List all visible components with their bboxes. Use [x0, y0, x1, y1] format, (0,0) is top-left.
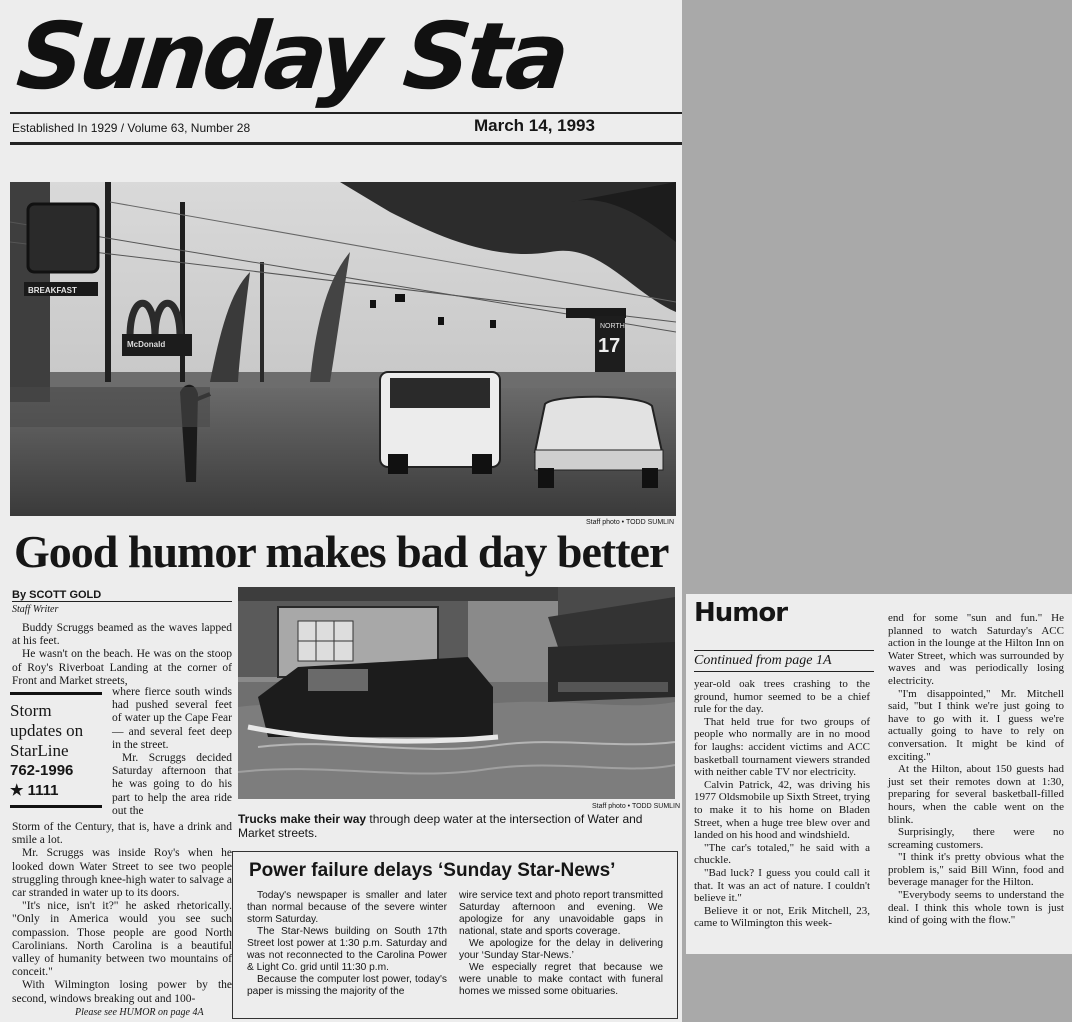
continuation-paragraph: Surprisingly, there were no screaming customers.: [888, 826, 1064, 851]
continuation-paragraph: "The car's totaled," he said with a chuckle.: [694, 841, 870, 867]
storm-street-photo: [10, 182, 676, 516]
continued-from-label: Continued from page 1A: [694, 650, 874, 672]
masthead-rule: [10, 112, 682, 114]
power-box-title: Power failure delays ‘Sunday Star-News’: [249, 860, 616, 881]
continuation-paragraph: year-old oak trees crashing to the ground, humor seemed to be a chief rule for the day.: [694, 678, 870, 716]
story-paragraph: Buddy Scruggs beamed as the waves lapped at his feet.: [12, 622, 232, 648]
story-paragraph: Mr. Scruggs was inside Roy's when he looked down Water Street to see two people struggling through knee-high water to salvage a car stranded in water up to its doors.: [12, 847, 232, 900]
continuation-paragraph: "Everybody seems to understand the deal. I think this whole town is just kind of going with the flow.": [888, 889, 1064, 927]
route-sign-number: 17: [598, 335, 621, 357]
starline-sidebar: [10, 692, 102, 808]
sidebar-line-storm: Storm: [10, 701, 52, 720]
continuation-paragraph: end for some "sun and fun." He planned to watch Saturday's ACC action in the lounge at the Hilton Inn on Water Street, which was surrounded by waves and was periodically losing electricity.: [888, 612, 1064, 687]
sidebar-code: ★ 1111: [10, 782, 59, 799]
issue-date: March 14, 1993: [474, 116, 595, 135]
power-box-paragraph: We especially regret that because we were unable to make contact with funeral homes we missed some obituaries.: [459, 962, 663, 997]
story-paragraph: Storm of the Century, that is, have a drink and smile a lot.: [12, 821, 232, 847]
photo1-credit: Staff photo • TODD SUMLIN: [586, 519, 675, 526]
continuation-col1: [694, 678, 870, 930]
story-paragraph: With Wilmington losing power by the second, windows breaking out and 100-: [12, 979, 232, 1005]
continuation-paragraph: "Bad luck? I guess you could call it that. It was an act of nature. I couldn't believe it.": [694, 866, 870, 905]
continuation-paragraph: At the Hilton, about 150 guests had just set their remotes down at 1:30, preparing for several basketball-filled hours, when the cable went on the blink.: [888, 763, 1064, 826]
continuation-paragraph: "I think it's pretty obvious what the problem is," said Bill Winn, food and beverage manager for the Hilton.: [888, 851, 1064, 889]
sidebar-line-starline: StarLine: [10, 741, 69, 760]
byline-role: Staff Writer: [12, 604, 59, 615]
established-line: Established In 1929 / Volume 63, Number 28: [12, 121, 251, 135]
continuation-paragraph: Believe it or not, Erik Mitchell, 23, came to Wilmington this week-: [694, 904, 870, 930]
masthead-title: Sunday Sta: [12, 3, 571, 110]
power-box-col2: [459, 890, 663, 998]
photo2-caption: [238, 812, 674, 840]
flood-trucks-photo: [238, 587, 675, 799]
power-box-paragraph: We apologize for the delay in delivering your ‘Sunday Star-News.’: [459, 938, 663, 961]
power-failure-box: [232, 851, 678, 1019]
sidebar-phone: 762-1996: [10, 762, 74, 779]
caption-lead: Trucks make their way: [238, 812, 367, 826]
continuation-paragraph: Calvin Patrick, 42, was driving his 1977 Oldsmobile up Sixth Street, trying to make it to his home on Bladen Street, when a huge tree blew over and landed on his hood and windshield.: [694, 778, 870, 842]
story-lead: [12, 622, 232, 688]
power-box-paragraph: Because the computer lost power, today's paper is missing the majority of the: [247, 974, 447, 997]
main-headline: Good humor makes bad day better: [14, 526, 669, 577]
photo2-credit: Staff photo • TODD SUMLIN: [592, 803, 681, 810]
continuation-col2: [888, 612, 1064, 927]
continuation-paragraph: That held true for two groups of people who normally are in no mood for laughs: accident victims and ACC basketball tournament viewers stranded with neither cable TV nor electricity.: [694, 715, 870, 779]
sidebar-line-updates: updates on: [10, 721, 84, 740]
power-box-paragraph: wire service text and photo report transmitted Saturday afternoon and evening. We apologize for any unavoidable gaps in national, state and sports coverage.: [459, 890, 663, 937]
story-paragraph: "It's nice, isn't it?" he asked rhetorically. "Only in America would you see such compassion. Those people are good North Carolinians. North Carolina is a beautiful valley of humanity between two mountains of conceit.": [12, 900, 232, 979]
masthead-bottom-rule: [10, 142, 682, 145]
power-box-paragraph: The Star-News building on South 17th Street lost power at 1:30 p.m. Saturday and was not reconnected to the Carolina Power & Light Co. grid until 11:30 p.m.: [247, 926, 447, 973]
byline: By SCOTT GOLD: [12, 589, 232, 602]
continuation-title: Humor: [694, 598, 788, 628]
story-continued: [12, 821, 232, 1006]
power-box-col1: [247, 890, 447, 998]
story-paragraph: where fierce south winds had pushed several feet of water up the Cape Fear — and several feet deep in the street.: [112, 686, 232, 751]
route-sign-north: NORTH: [600, 323, 625, 330]
continuation-paragraph: "I'm disappointed," Mr. Mitchell said, "but I think we're just going to have to go with it. I guess we're actually going to have to rely on conversation. It might be kind of exciting.": [888, 687, 1064, 763]
story-paragraph: Mr. Scruggs decided Saturday afternoon that he was going to do his part to help the area ride out the: [112, 752, 232, 817]
story-paragraph: He wasn't on the beach. He was on the stoop of Roy's Riverboat Landing at the corner of Front and Market streets,: [12, 648, 232, 687]
jump-line: Please see HUMOR on page 4A: [75, 1007, 204, 1018]
story-narrow-column: [112, 686, 232, 818]
power-box-paragraph: Today's newspaper is smaller and later than normal because of the severe winter storm Saturday.: [247, 890, 447, 925]
mcdonalds-sign-text: McDonald: [127, 340, 166, 349]
caption-text: through deep water at the intersection of Water and Market streets.: [238, 812, 643, 840]
breakfast-sign-text: BREAKFAST: [28, 286, 77, 295]
continuation-clipping: [686, 594, 1072, 954]
